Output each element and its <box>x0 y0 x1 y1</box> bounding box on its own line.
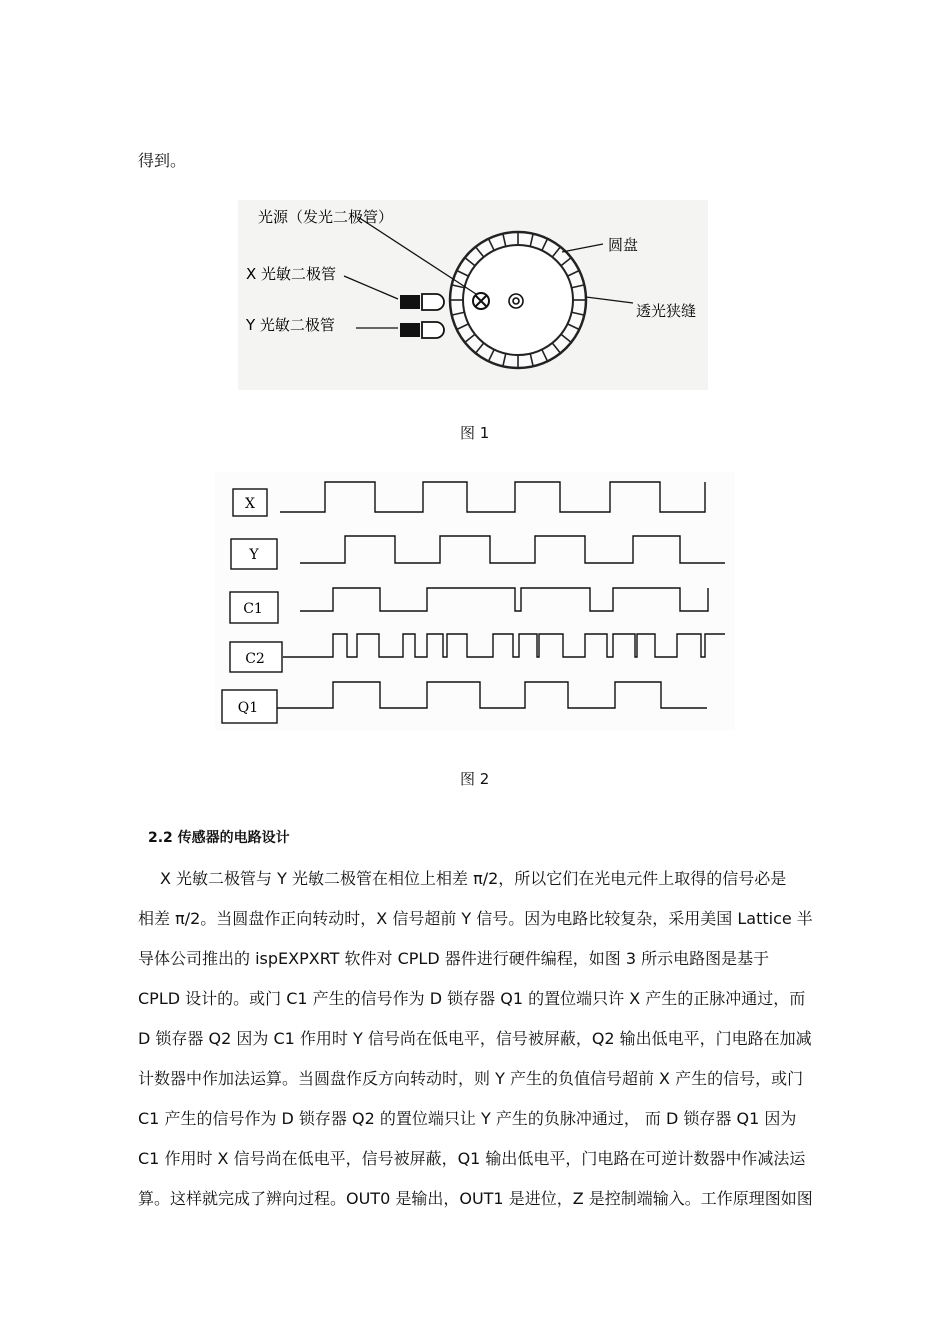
paragraph-line: 计数器中作加法运算。当圆盘作反方向转动时，则 Y 产生的负值信号超前 X 产生的信号，或门 <box>138 1069 804 1088</box>
label-slit: 透光狭缝 <box>636 302 697 320</box>
paragraph-line: 算。这样就完成了辨向过程。OUT0 是输出，OUT1 是进位，Z 是控制端输入。工作原理图如图 <box>138 1189 813 1208</box>
paragraph-line: D 锁存器 Q2 因为 C1 作用时 Y 信号尚在低电平，信号被屏蔽，Q2 输出低电平，门电路在加减 <box>138 1029 812 1048</box>
paragraph-line: 导体公司推出的 ispEXPXRT 软件对 CPLD 器件进行硬件编程，如图 3 所示电路图是基于 <box>138 949 770 968</box>
figure-2-caption: 图 2 <box>460 770 490 788</box>
q1-channel-label: Q1 <box>237 700 259 716</box>
label-light-source: 光源（发光二极管） <box>258 208 394 226</box>
paragraph-line: 相差 π/2。当圆盘作正向转动时，X 信号超前 Y 信号。因为电路比较复杂，采用美国 Lattice 半 <box>138 909 813 928</box>
figure-2-timing-diagram <box>215 472 735 730</box>
label-y-photodiode: Y 光敏二极管 <box>246 316 335 334</box>
label-x-photodiode: X 光敏二极管 <box>246 265 337 283</box>
figure-1-caption: 图 1 <box>460 424 490 442</box>
paragraph-line: CPLD 设计的。或门 C1 产生的信号作为 D 锁存器 Q1 的置位端只许 X 产生的正脉冲通过，而 <box>138 989 806 1008</box>
y-photodiode-symbol <box>400 322 444 338</box>
c2-channel-label: C2 <box>245 651 265 667</box>
y-channel-label: Y <box>249 547 259 563</box>
figure-1-encoder-diagram <box>238 200 708 390</box>
label-disc: 圆盘 <box>608 236 639 254</box>
intro-text: 得到。 <box>138 151 187 170</box>
paragraph-line: C1 作用时 X 信号尚在低电平，信号被屏蔽，Q1 输出低电平，门电路在可逆计数器中作减法运 <box>138 1149 806 1168</box>
section-heading: 2.2 传感器的电路设计 <box>148 830 290 846</box>
paragraph-line: X 光敏二极管与 Y 光敏二极管在相位上相差 π/2，所以它们在光电元件上取得的信号必是 <box>160 869 787 888</box>
x-channel-label: X <box>245 496 255 512</box>
c1-channel-label: C1 <box>243 601 263 617</box>
x-photodiode-symbol <box>400 294 444 310</box>
paragraph-line: C1 产生的信号作为 D 锁存器 Q2 的置位端只让 Y 产生的负脉冲通过， 而 D 锁存器 Q1 因为 <box>138 1109 797 1128</box>
